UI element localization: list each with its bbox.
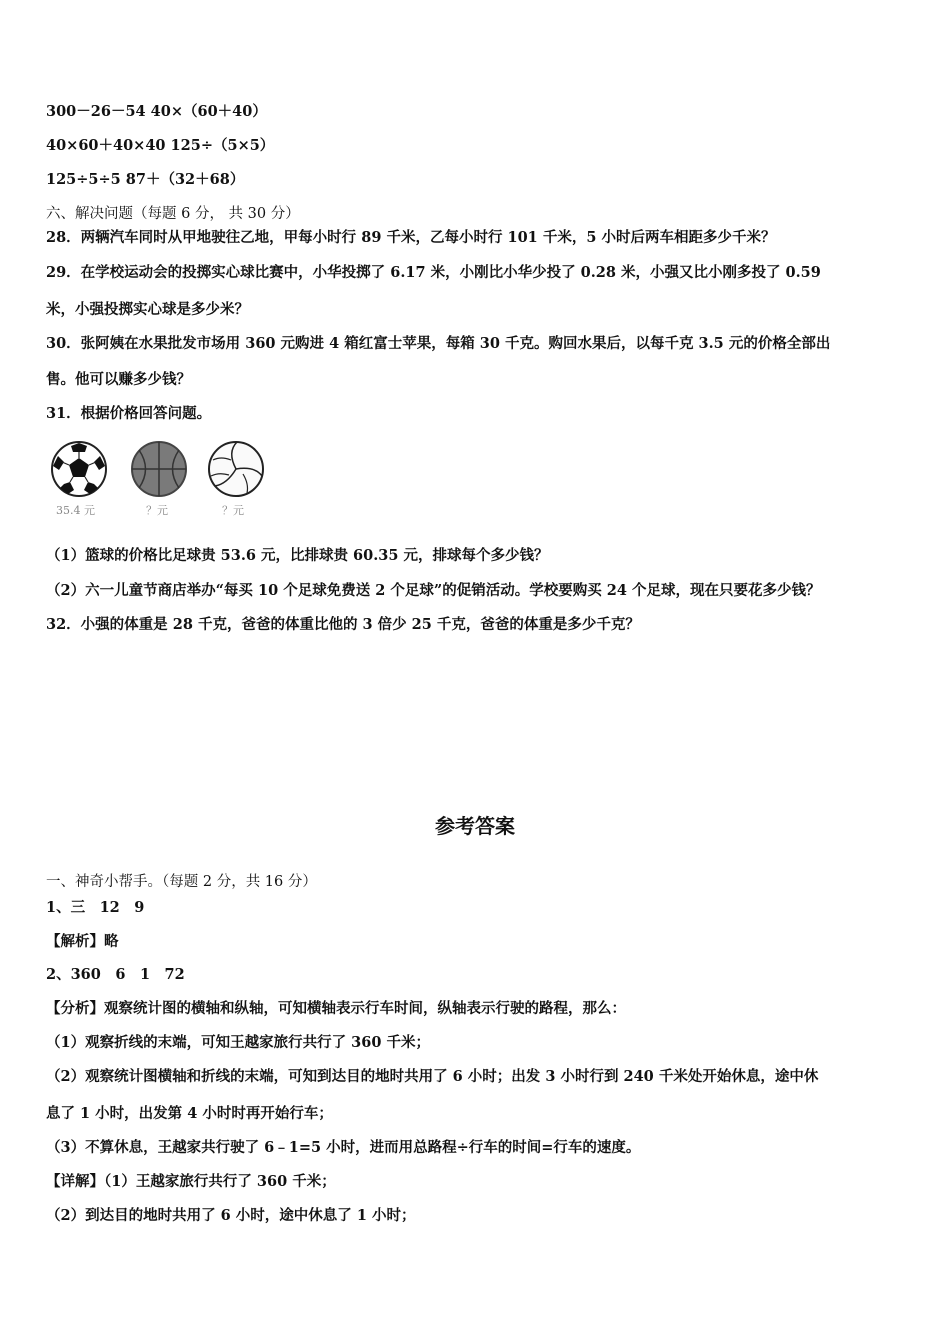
answer-2-detail-2: （2）到达目的地时共用了 6 小时，途中休息了 1 小时；: [46, 1207, 416, 1224]
calc-row-2: 40×60＋40×40 125÷（5×5）: [46, 137, 275, 154]
question-29-line-1: 29．在学校运动会的投掷实心球比赛中，小华投掷了 6.17 米，小刚比小华少投了 0.28 米，小强又比小刚多投了 0.59: [46, 264, 821, 281]
question-29-line-2: 米，小强投掷实心球是多少米？: [46, 301, 249, 318]
answer-2-point-2-line-2: 息了 1 小时，出发第 4 小时时再开始行车；: [46, 1105, 333, 1122]
answer-2-point-3: （3）不算休息，王越家共行驶了 6﹣1=5 小时，进而用总路程÷行车的时间=行车的速度。: [46, 1139, 641, 1156]
question-32: 32．小强的体重是 28 千克，爸爸的体重比他的 3 倍少 25 千克，爸爸的体重是多少千克？: [46, 616, 640, 633]
basketball-icon: [130, 440, 188, 498]
answer-2-detail-1: 【详解】（1）王越家旅行共行了 360 千米；: [46, 1173, 336, 1190]
section-6-title: 六、解决问题（每题 6 分， 共 30 分）: [46, 206, 300, 222]
answer-2-point-1: （1）观察折线的末端，可知王越家旅行共行了 360 千米；: [46, 1034, 430, 1051]
calc-row-1: 300－26－54 40×（60＋40）: [46, 103, 267, 120]
basketball-price: ？元: [146, 504, 168, 517]
answer-1: 1、三 12 9: [46, 899, 145, 916]
question-28: 28．两辆汽车同时从甲地驶往乙地，甲每小时行 89 千米，乙每小时行 101 千米，5 小时后两车相距多少千米？: [46, 229, 776, 246]
question-31-part-1: （1）篮球的价格比足球贵 53.6 元，比排球贵 60.35 元，排球每个多少钱？: [46, 547, 549, 564]
answers-heading: 参考答案: [435, 814, 515, 838]
answer-2: 2、360 6 1 72: [46, 966, 185, 983]
question-30-line-2: 售。他可以赚多少钱？: [46, 371, 191, 388]
ball-price-figure: [46, 440, 286, 524]
answer-2-analysis: 【分析】观察统计图的横轴和纵轴，可知横轴表示行车时间，纵轴表示行驶的路程，那么：: [46, 1000, 626, 1017]
answers-section-1-title: 一、神奇小帮手。（每题 2 分，共 16 分）: [46, 874, 317, 890]
calc-row-3: 125÷5÷5 87＋（32＋68）: [46, 171, 245, 188]
volleyball-icon: [207, 440, 265, 498]
football-icon: [50, 440, 108, 498]
football-price: 35.4 元: [56, 504, 95, 517]
volleyball-price: ？元: [222, 504, 244, 517]
answer-2-point-2-line-1: （2）观察统计图横轴和折线的末端，可知到达目的地时共用了 6 小时；出发 3 小时行到 240 千米处开始休息，途中休: [46, 1068, 819, 1085]
question-31: 31．根据价格回答问题。: [46, 405, 212, 422]
question-30-line-1: 30．张阿姨在水果批发市场用 360 元购进 4 箱红富士苹果，每箱 30 千克。购回水果后，以每千克 3.5 元的价格全部出: [46, 335, 831, 352]
answer-1-analysis: 【解析】略: [46, 933, 119, 950]
question-31-part-2: （2）六一儿童节商店举办“每买 10 个足球免费送 2 个足球”的促销活动。学校要购买 24 个足球，现在只要花多少钱？: [46, 582, 821, 599]
